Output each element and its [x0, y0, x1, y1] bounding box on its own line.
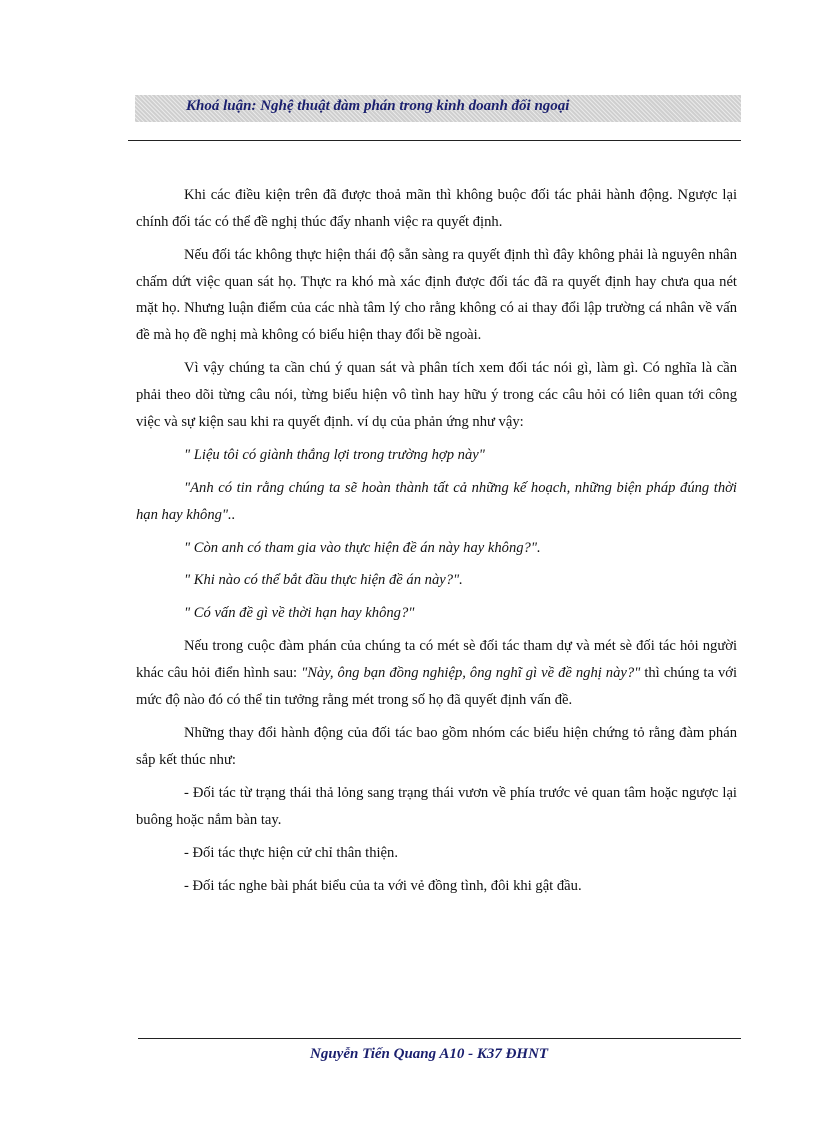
quote-line: "Anh có tin rằng chúng ta sẽ hoàn thành tất cả những kế hoạch, những biện pháp đúng thời hạn hay không"..: [136, 479, 737, 523]
paragraph: Những thay đổi hành động của đối tác bao gồm nhóm các biểu hiện chứng tỏ rằng đàm phán sắp kết thúc như:: [136, 725, 737, 768]
paragraph: Nếu đối tác không thực hiện thái độ sẵn sàng ra quyết định thì đây không phải là nguyên nhân chấm dứt việc quan sát họ. Thực ra khó mà xác định được đối tác đã ra quyết định hay chưa qua nét mặt họ. Nhưng luận điểm của các nhà tâm lý cho rằng không có ai thay đổi lập trường cá nhân về vấn đề mà họ đề nghị mà không có biểu hiện thay đổi bề ngoài.: [136, 246, 737, 344]
quote-line: " Khi nào có thể bắt đầu thực hiện đề án này?".: [184, 572, 463, 589]
footer-author: Nguyễn Tiến Quang A10 - K37 ĐHNT: [310, 1046, 549, 1062]
footer-divider: [138, 1038, 741, 1039]
paragraph: [136, 633, 737, 713]
document-header-title: Khoá luận: Nghệ thuật đàm phán trong kinh doanh đối ngoại: [186, 98, 570, 114]
inline-quote: "Này, ông bạn đồng nghiệp, ông nghĩ gì về đề nghị này?": [301, 665, 641, 682]
bullet-item: - Đối tác thực hiện cử chỉ thân thiện.: [184, 844, 398, 861]
paragraph-text: Nếu trong cuộc đàm phán của chúng ta có mét sè đối tác tham dự và mét sè đối tác hỏi người khác câu hỏi điển hình sau:: [136, 638, 737, 682]
paragraph: Khi các điều kiện trên đã được thoả mãn thì không buộc đối tác phải hành động. Ngược lại chính đối tác có thể đề nghị thúc đẩy nhanh việc ra quyết định.: [136, 187, 737, 230]
header-divider: [128, 140, 741, 141]
bullet-item: - Đối tác từ trạng thái thả lỏng sang trạng thái vươn về phía trước vẻ quan tâm hoặc ngược lại buông hoặc nắm bàn tay.: [136, 784, 737, 828]
quote-line: " Còn anh có tham gia vào thực hiện đề án này hay không?".: [184, 539, 541, 556]
paragraph-text: thì chúng ta với mức độ nào đó có thể tin tưởng rằng mét trong số họ đã quyết định vấn đề.: [136, 665, 738, 709]
bullet-item: - Đối tác nghe bài phát biểu của ta với vẻ đồng tình, đôi khi gật đầu.: [184, 877, 582, 894]
document-body: [136, 182, 737, 906]
quote-line: " Có vấn đề gì về thời hạn hay không?": [184, 605, 415, 622]
paragraph: Vì vậy chúng ta cần chú ý quan sát và phân tích xem đối tác nói gì, làm gì. Có nghĩa là cần phải theo dõi từng câu nói, từng biểu hiện vô tình hay hữu ý trong các câu hỏi có liên quan tới công việc và sự kiện sau khi ra quyết định. ví dụ của phản ứng như vậy:: [136, 360, 737, 430]
quote-line: " Liệu tôi có giành thắng lợi trong trường hợp này": [184, 446, 485, 463]
